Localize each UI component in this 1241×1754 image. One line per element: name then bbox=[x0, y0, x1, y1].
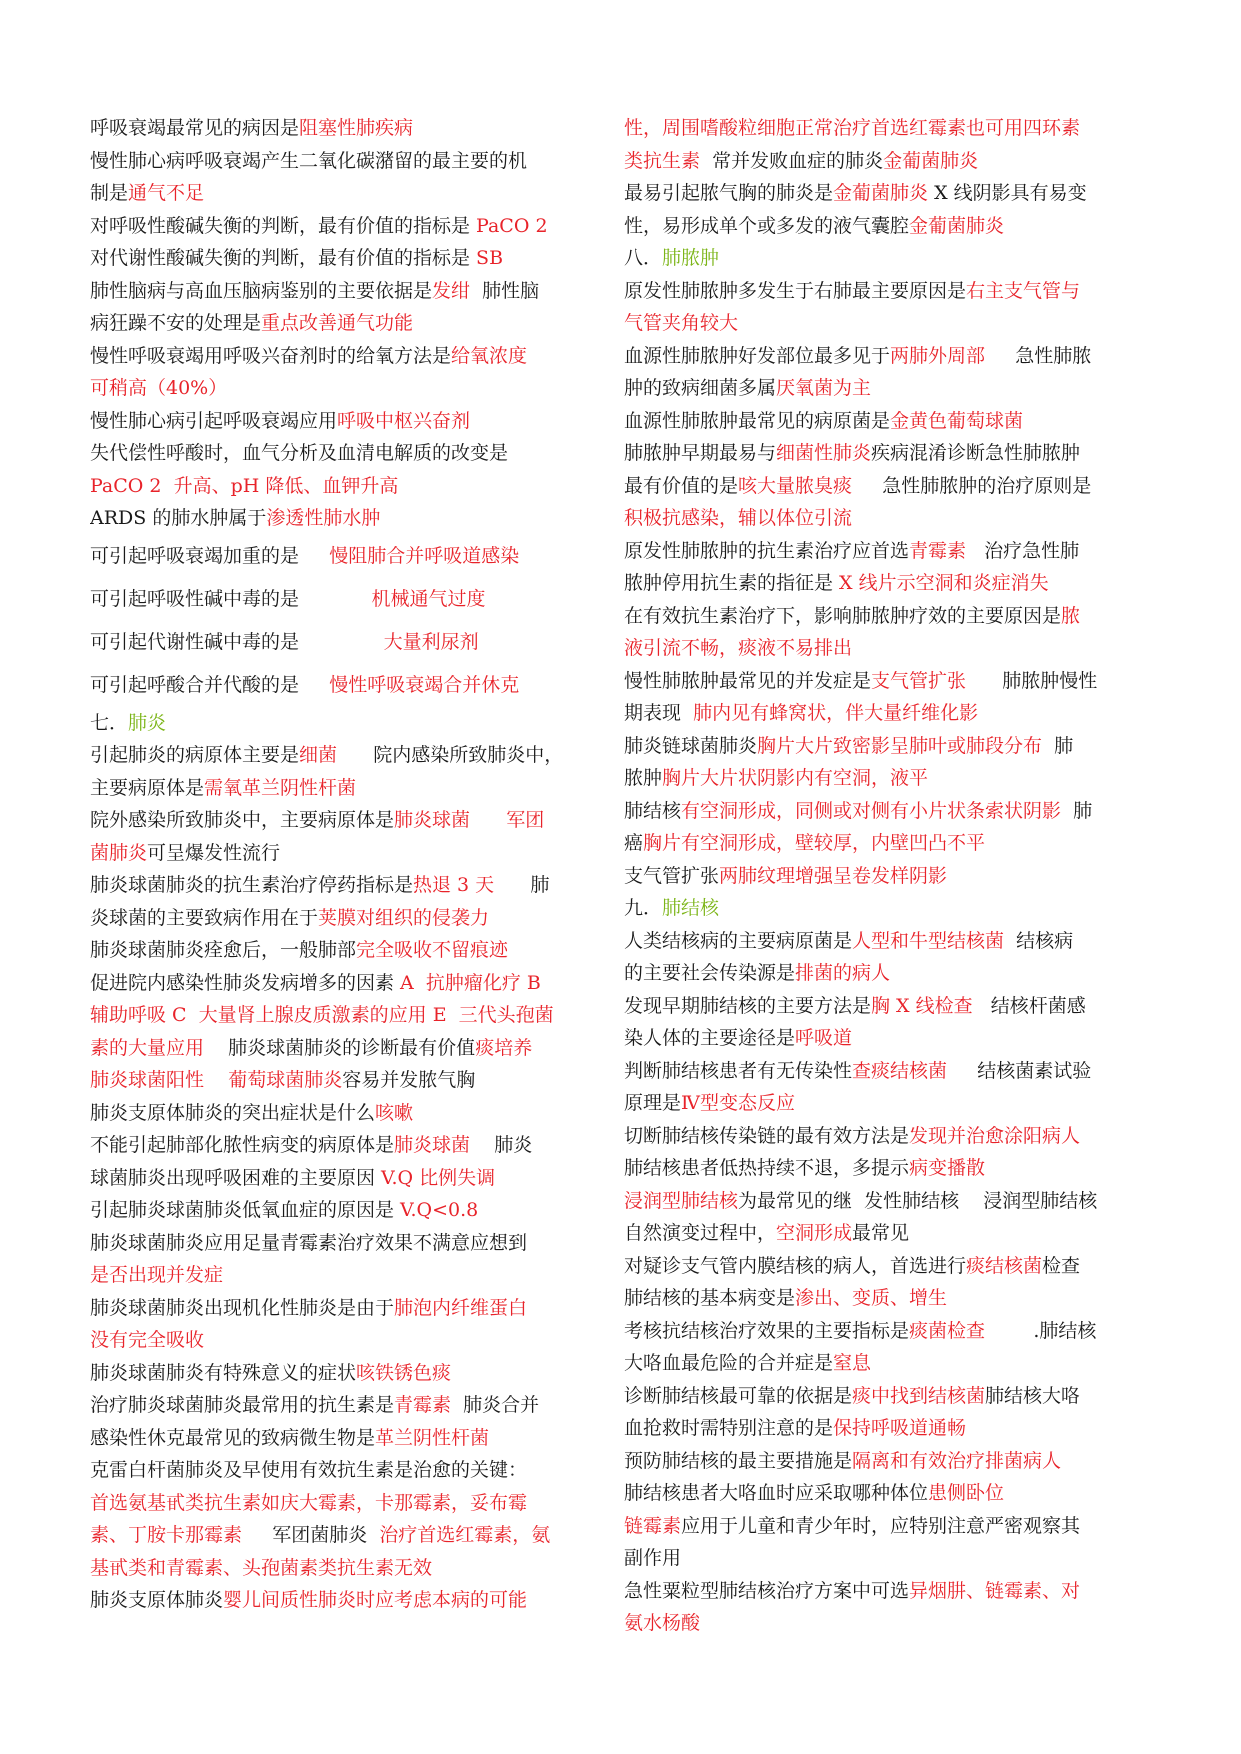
body-text: 肺结核 bbox=[624, 799, 682, 822]
text-line bbox=[90, 772, 610, 805]
highlight-text: 呼吸中枢兴奋剂 bbox=[337, 409, 471, 432]
text-line bbox=[624, 242, 1164, 275]
highlight-text: 浸润型肺结核 bbox=[624, 1189, 739, 1212]
highlight-text: 病变播散 bbox=[909, 1157, 986, 1179]
body-text: 感染性休克最常见的致病微生物是 bbox=[90, 1426, 376, 1449]
highlight-text: Ⅳ型变态反应 bbox=[681, 1092, 795, 1114]
highlight-text: 排菌的病人 bbox=[795, 962, 891, 984]
highlight-text: X 线片示空洞和炎症消失 bbox=[839, 572, 1049, 594]
left-column bbox=[90, 112, 610, 1617]
highlight-text: 渗透性肺水肿 bbox=[266, 507, 381, 529]
text-line bbox=[624, 307, 1164, 340]
highlight-text: 军团 bbox=[470, 809, 545, 831]
text-line bbox=[90, 664, 610, 707]
text-line bbox=[90, 145, 610, 178]
highlight-text: 脓 bbox=[1061, 604, 1081, 627]
body-text: 可引起呼吸衰竭加重的是 bbox=[90, 544, 330, 567]
body-text: 考核抗结核治疗效果的主要指标是 bbox=[624, 1319, 910, 1342]
text-line bbox=[624, 632, 1164, 665]
text-line bbox=[624, 1282, 1164, 1315]
text-line bbox=[90, 1097, 610, 1130]
text-line bbox=[90, 1194, 610, 1227]
highlight-text: 气管夹角较大 bbox=[624, 312, 739, 334]
text-line bbox=[90, 1389, 610, 1422]
highlight-text: 胸片大片状阴影内有空洞，液平 bbox=[662, 767, 929, 789]
text-line bbox=[90, 372, 610, 405]
text-line bbox=[90, 405, 610, 438]
highlight-text: 给氧浓度 bbox=[451, 344, 528, 367]
body-text: 病狂躁不安的处理是 bbox=[90, 312, 262, 334]
highlight-text: 细菌性肺炎 bbox=[776, 442, 872, 464]
text-line bbox=[90, 112, 610, 145]
highlight-text: 细菌 bbox=[299, 744, 338, 766]
text-line bbox=[90, 1324, 610, 1357]
text-line bbox=[624, 697, 1164, 730]
body-text: 肿的致病细菌多属 bbox=[624, 377, 777, 399]
body-text: 肺炎链球菌肺炎 bbox=[624, 734, 758, 757]
highlight-text: 胸 X 线检查 bbox=[871, 994, 973, 1017]
body-text: 肺炎球菌肺炎应用足量青霉素治疗效果不满意应想到 bbox=[90, 1231, 528, 1254]
text-line bbox=[624, 1152, 1164, 1185]
body-text: ARDS 的肺水肿属于 bbox=[90, 507, 267, 529]
body-text: 结核病 bbox=[1004, 929, 1074, 952]
text-line bbox=[624, 437, 1164, 470]
highlight-text: V.Q 比例失调 bbox=[381, 1166, 496, 1189]
text-line bbox=[90, 1487, 610, 1520]
text-line bbox=[90, 1357, 610, 1390]
body-text: 最常见 bbox=[852, 1222, 910, 1244]
highlight-text: 发绀 bbox=[432, 279, 471, 302]
text-line bbox=[624, 1607, 1164, 1640]
highlight-text: 性，周围嗜酸粒细胞正常治疗首选红霉素也可用四环素 bbox=[624, 117, 1081, 139]
text-line bbox=[90, 177, 610, 210]
text-line bbox=[90, 210, 610, 243]
body-text: 容易并发脓气胸 bbox=[342, 1069, 476, 1091]
body-text: 慢性肺心病引起呼吸衰竭应用 bbox=[90, 409, 338, 432]
body-text: 人类结核病的主要病原菌是 bbox=[624, 929, 853, 952]
highlight-text: 厌氧菌为主 bbox=[776, 377, 872, 399]
body-text: 慢性呼吸衰竭用呼吸兴奋剂时的给氧方法是 bbox=[90, 344, 452, 367]
text-line bbox=[90, 242, 610, 275]
body-text: 癌 bbox=[624, 832, 644, 854]
body-text: 对呼吸性酸碱失衡的判断，最有价值的指标是 bbox=[90, 214, 477, 237]
highlight-text: A 抗肿瘤化疗 B bbox=[400, 971, 541, 994]
body-text: 染人体的主要途径是 bbox=[624, 1027, 796, 1049]
highlight-text: 需氧革兰阴性杆菌 bbox=[204, 776, 357, 799]
highlight-text: 素的大量应用 bbox=[90, 1036, 205, 1059]
body-text: 肺脓肿慢性 bbox=[966, 669, 1098, 692]
body-text: 肺结核的基本病变是 bbox=[624, 1287, 796, 1309]
highlight-text: 金葡菌肺炎 bbox=[909, 214, 1005, 237]
highlight-text: 肺泡内纤维蛋白 bbox=[394, 1296, 528, 1319]
body-text: 肺结核大咯 bbox=[985, 1384, 1081, 1407]
highlight-text: PaCO 2 bbox=[476, 214, 548, 237]
highlight-text: 金葡菌肺炎 bbox=[833, 182, 929, 204]
highlight-text: 痰菌检查 bbox=[909, 1319, 986, 1342]
highlight-text: 可稍高（40%） bbox=[90, 377, 228, 399]
text-line bbox=[624, 1542, 1164, 1575]
text-line bbox=[624, 925, 1164, 958]
text-line bbox=[90, 1292, 610, 1325]
text-line bbox=[624, 1575, 1164, 1608]
body-text: 肺炎支原体肺炎的突出症状是什么 bbox=[90, 1101, 376, 1124]
text-line bbox=[90, 1162, 610, 1195]
highlight-text: 荚膜对组织的侵袭力 bbox=[318, 906, 490, 929]
body-text: 原理是 bbox=[624, 1092, 682, 1114]
highlight-text: 人型和牛型结核菌 bbox=[852, 929, 1005, 952]
highlight-text: 肺炎球菌 bbox=[394, 809, 471, 831]
highlight-text: 呼吸道 bbox=[795, 1027, 853, 1049]
body-text: 炎球菌的主要致病作用在于 bbox=[90, 906, 319, 929]
body-text: 性，易形成单个或多发的液气囊腔 bbox=[624, 214, 910, 237]
text-line bbox=[624, 470, 1164, 503]
body-text: 引起肺炎的病原体主要是 bbox=[90, 744, 300, 766]
body-text: 原发性肺脓肿的抗生素治疗应首选 bbox=[624, 539, 910, 562]
body-text: .肺结核 bbox=[985, 1319, 1097, 1342]
body-text: 血源性肺脓肿最常见的病原菌是 bbox=[624, 409, 891, 432]
body-text: 克雷白杆菌肺炎及早使用有效抗生素是治愈的关键： bbox=[90, 1459, 528, 1481]
highlight-text: 胸片有空洞形成，壁较厚，内壁凹凸不平 bbox=[643, 832, 986, 854]
text-line bbox=[624, 1510, 1164, 1543]
text-line bbox=[90, 1422, 610, 1455]
highlight-text: 金黄色葡萄球菌 bbox=[890, 409, 1024, 432]
text-line bbox=[624, 762, 1164, 795]
body-text: 最有价值的是 bbox=[624, 474, 739, 497]
highlight-text: 两肺纹理增强呈卷发样阴影 bbox=[719, 864, 948, 887]
text-line bbox=[624, 210, 1164, 243]
highlight-text: 胸片大片致密影呈肺叶或肺段分布 bbox=[757, 734, 1043, 757]
body-text: 急性肺脓 bbox=[985, 344, 1092, 367]
text-line bbox=[90, 578, 610, 621]
text-line bbox=[624, 1120, 1164, 1153]
highlight-text: 婴儿间质性肺炎时应考虑本病的可能 bbox=[223, 1589, 528, 1611]
body-text: 院外感染所致肺炎中，主要病原体是 bbox=[90, 809, 395, 831]
body-text: 副作用 bbox=[624, 1547, 682, 1569]
highlight-text: 革兰阴性杆菌 bbox=[375, 1426, 490, 1449]
body-text: 对代谢性酸碱失衡的判断，最有价值的指标是 bbox=[90, 247, 477, 269]
body-text: 检查 bbox=[1042, 1254, 1081, 1277]
highlight-text: 空洞形成 bbox=[776, 1222, 853, 1244]
highlight-text: 青霉素 bbox=[909, 539, 967, 562]
body-text bbox=[204, 1069, 228, 1091]
text-line bbox=[624, 600, 1164, 633]
body-text: 自然演变过程中， bbox=[624, 1222, 777, 1244]
text-line bbox=[90, 1454, 610, 1487]
text-line bbox=[90, 1519, 610, 1552]
body-text: 肺 bbox=[1061, 799, 1093, 822]
text-line bbox=[624, 957, 1164, 990]
body-text: 可引起呼吸性碱中毒的是 bbox=[90, 587, 372, 610]
text-line bbox=[624, 1022, 1164, 1055]
text-line bbox=[624, 535, 1164, 568]
text-line bbox=[90, 1129, 610, 1162]
body-text: 常并发败血症的肺炎 bbox=[700, 149, 884, 172]
highlight-text: 大量利尿剂 bbox=[383, 630, 479, 653]
text-line bbox=[624, 112, 1164, 145]
body-text: 期表现 bbox=[624, 702, 694, 724]
body-text: 诊断肺结核最可靠的依据是 bbox=[624, 1384, 853, 1407]
body-text: 慢性肺脓肿最常见的并发症是 bbox=[624, 669, 872, 692]
highlight-text: 保持呼吸道通畅 bbox=[833, 1417, 967, 1439]
text-line bbox=[90, 804, 610, 837]
body-text: 肺炎球菌肺炎出现机化性肺炎是由于 bbox=[90, 1296, 395, 1319]
body-text: 肺炎球菌肺炎的抗生素治疗停药指标是 bbox=[90, 874, 414, 896]
text-line bbox=[624, 1315, 1164, 1348]
body-text: 治疗急性肺 bbox=[966, 539, 1080, 562]
text-line bbox=[90, 967, 610, 1000]
body-text: 肺炎支原体肺炎 bbox=[90, 1589, 224, 1611]
highlight-text: 咳铁锈色痰 bbox=[356, 1361, 452, 1384]
text-line bbox=[624, 1087, 1164, 1120]
body-text: 肺结核患者大咯血时应采取哪种体位 bbox=[624, 1482, 929, 1504]
body-text: 促进院内感染性肺炎发病增多的因素 bbox=[90, 971, 401, 994]
body-text: 慢性肺心病呼吸衰竭产生二氧化碳潴留的最主要的机 bbox=[90, 149, 528, 172]
highlight-text: 咳大量脓臭痰 bbox=[738, 474, 853, 497]
text-line bbox=[624, 502, 1164, 535]
highlight-text: 类抗生素 bbox=[624, 149, 701, 172]
highlight-text: 患侧卧位 bbox=[928, 1482, 1005, 1504]
highlight-text: 窒息 bbox=[833, 1352, 872, 1374]
highlight-text: 异烟肼、链霉素、对 bbox=[909, 1579, 1081, 1602]
body-text: 不能引起肺部化脓性病变的病原体是 bbox=[90, 1134, 395, 1156]
body-text: 七． bbox=[90, 711, 129, 734]
text-line bbox=[624, 795, 1164, 828]
highlight-text: 葡萄球菌肺炎 bbox=[228, 1069, 343, 1091]
highlight-text: 重点改善通气功能 bbox=[261, 312, 414, 334]
body-text: 引起肺炎球菌肺炎低氧血症的原因是 bbox=[90, 1199, 401, 1221]
body-text: 疾病混淆诊断急性肺脓肿 bbox=[871, 442, 1081, 464]
highlight-text: 辅助呼吸 C 大量肾上腺皮质激素的应用 E 三代头孢菌 bbox=[90, 1004, 554, 1026]
highlight-text: 青霉素 bbox=[394, 1394, 452, 1416]
body-text: 军团菌肺炎 bbox=[242, 1524, 380, 1546]
highlight-text: 慢性呼吸衰竭合并休克 bbox=[329, 673, 520, 696]
body-text: 球菌肺炎出现呼吸困难的主要原因 bbox=[90, 1166, 382, 1189]
body-text: 预防肺结核的最主要措施是 bbox=[624, 1449, 853, 1472]
text-line bbox=[624, 405, 1164, 438]
highlight-text: 有空洞形成，同侧或对侧有小片状条索状阴影 bbox=[681, 799, 1062, 822]
body-text: 可呈爆发性流行 bbox=[147, 841, 281, 864]
body-text: 发现早期肺结核的主要方法是 bbox=[624, 994, 872, 1017]
body-text: 结核杆菌感 bbox=[972, 994, 1086, 1017]
body-text: 血源性肺脓肿好发部位最多见于 bbox=[624, 344, 891, 367]
body-text: 在有效抗生素治疗下，影响肺脓肿疗效的主要原因是 bbox=[624, 604, 1062, 627]
body-text: 为最常见的继 发性肺结核 浸润型肺结核 bbox=[738, 1189, 1098, 1212]
highlight-text: 咳嗽 bbox=[375, 1101, 414, 1124]
highlight-text: 菌肺炎 bbox=[90, 841, 148, 864]
text-line bbox=[624, 730, 1164, 763]
text-line bbox=[624, 1445, 1164, 1478]
highlight-text: 痰培养 bbox=[475, 1036, 533, 1059]
body-text: 原发性肺脓肿多发生于右肺最主要原因是 bbox=[624, 279, 967, 302]
section-heading: 肺炎 bbox=[128, 711, 167, 734]
body-text: 切断肺结核传染链的最有效方法是 bbox=[624, 1124, 910, 1147]
section-heading: 肺脓肿 bbox=[662, 247, 720, 269]
text-line bbox=[90, 837, 610, 870]
text-line bbox=[90, 275, 610, 308]
text-line bbox=[90, 707, 610, 740]
text-line bbox=[624, 892, 1164, 925]
highlight-text: 基甙类和青霉素、头孢菌素类抗生素无效 bbox=[90, 1556, 433, 1579]
text-line bbox=[624, 1380, 1164, 1413]
text-line bbox=[624, 1250, 1164, 1283]
text-line bbox=[90, 621, 610, 664]
highlight-text: 痰结核菌 bbox=[966, 1254, 1043, 1277]
highlight-text: 没有完全吸收 bbox=[90, 1329, 205, 1351]
body-text: 判断肺结核患者有无传染性 bbox=[624, 1059, 853, 1082]
highlight-text: 完全吸收不留痕迹 bbox=[356, 939, 509, 961]
body-text: 肺性脑 bbox=[470, 279, 540, 302]
body-text: 对疑诊支气管内膜结核的病人，首选进行 bbox=[624, 1254, 967, 1277]
text-line bbox=[624, 665, 1164, 698]
text-line bbox=[90, 869, 610, 902]
body-text: 肺炎合并 bbox=[451, 1394, 540, 1416]
highlight-text: 机械通气过度 bbox=[371, 587, 486, 610]
body-text: 可引起代谢性碱中毒的是 bbox=[90, 630, 384, 653]
body-text: 肺炎球菌肺炎有特殊意义的症状 bbox=[90, 1361, 357, 1384]
text-line bbox=[624, 340, 1164, 373]
body-text: 肺 bbox=[1042, 734, 1074, 757]
text-line bbox=[624, 827, 1164, 860]
body-text: 失代偿性呼酸时，血气分析及血清电解质的改变是 bbox=[90, 442, 509, 464]
text-line bbox=[624, 990, 1164, 1023]
body-text: 九． bbox=[624, 897, 663, 919]
body-text: 院内感染所致肺炎中， bbox=[337, 744, 564, 766]
text-line bbox=[90, 535, 610, 578]
highlight-text: 隔离和有效治疗排菌病人 bbox=[852, 1449, 1062, 1472]
body-text: 可引起呼酸合并代酸的是 bbox=[90, 673, 330, 696]
text-line bbox=[90, 934, 610, 967]
body-text: 应用于儿童和青少年时，应特别注意严密观察其 bbox=[681, 1514, 1081, 1537]
text-line bbox=[90, 1259, 610, 1292]
highlight-text: 积极抗感染，辅以体位引流 bbox=[624, 507, 853, 529]
right-column bbox=[624, 112, 1164, 1640]
highlight-text: 热退 3 天 bbox=[413, 874, 495, 896]
text-line bbox=[90, 1584, 610, 1617]
text-line bbox=[624, 567, 1164, 600]
text-line bbox=[624, 1055, 1164, 1088]
highlight-text: 首选氨基甙类抗生素如庆大霉素，卡那霉素，妥布霉 bbox=[90, 1491, 528, 1514]
highlight-text: 是否出现并发症 bbox=[90, 1264, 224, 1286]
text-line bbox=[624, 1412, 1164, 1445]
highlight-text: 渗出、变质、增生 bbox=[795, 1287, 948, 1309]
text-line bbox=[624, 1217, 1164, 1250]
highlight-text: 液引流不畅，痰液不易排出 bbox=[624, 637, 853, 659]
text-line bbox=[624, 145, 1164, 178]
body-text: 最易引起脓气胸的肺炎是 bbox=[624, 182, 834, 204]
highlight-text: 查痰结核菌 bbox=[852, 1059, 948, 1082]
text-line bbox=[90, 739, 610, 772]
body-text: 脓肿 bbox=[624, 767, 663, 789]
body-text: 脓肿停用抗生素的指征是 bbox=[624, 572, 840, 594]
highlight-text: 发现并治愈涂阳病人 bbox=[909, 1124, 1081, 1147]
body-text: 主要病原体是 bbox=[90, 776, 205, 799]
body-text: 制是 bbox=[90, 182, 129, 204]
text-line bbox=[90, 307, 610, 340]
highlight-text: 氨水杨酸 bbox=[624, 1612, 701, 1634]
body-text: 肺性脑病与高血压脑病鉴别的主要依据是 bbox=[90, 279, 433, 302]
text-line bbox=[90, 1032, 610, 1065]
highlight-text: 慢阻肺合并呼吸道感染 bbox=[329, 544, 520, 567]
body-text: 肺脓肿早期最易与 bbox=[624, 442, 777, 464]
highlight-text: 素、丁胺卡那霉素 bbox=[90, 1524, 243, 1546]
highlight-text: SB bbox=[476, 247, 504, 269]
body-text: 治疗肺炎球菌肺炎最常用的抗生素是 bbox=[90, 1394, 395, 1416]
highlight-text: 痰中找到结核菌 bbox=[852, 1384, 986, 1407]
body-text: 大咯血最危险的合并症是 bbox=[624, 1352, 834, 1374]
text-line bbox=[90, 437, 610, 470]
text-line bbox=[90, 999, 610, 1032]
body-text: 支气管扩张 bbox=[624, 864, 720, 887]
highlight-text: 通气不足 bbox=[128, 182, 205, 204]
highlight-text: 右主支气管与 bbox=[966, 279, 1081, 302]
text-line bbox=[624, 1477, 1164, 1510]
body-text: 急性粟粒型肺结核治疗方案中可选 bbox=[624, 1579, 910, 1602]
section-heading: 肺结核 bbox=[662, 897, 720, 919]
body-text: 肺炎球菌肺炎的诊断最有价值 bbox=[204, 1036, 476, 1059]
body-text: 结核菌素试验 bbox=[947, 1059, 1092, 1082]
highlight-text: 肺内见有蜂窝状，伴大量纤维化影 bbox=[693, 702, 979, 724]
text-line bbox=[90, 1064, 610, 1097]
highlight-text: 肺炎球菌 bbox=[394, 1134, 471, 1156]
body-text: 的主要社会传染源是 bbox=[624, 962, 796, 984]
text-line bbox=[624, 372, 1164, 405]
body-text: X 线阴影具有易变 bbox=[928, 182, 1087, 204]
text-line bbox=[90, 1227, 610, 1260]
body-text: 血抢救时需特别注意的是 bbox=[624, 1417, 834, 1439]
text-line bbox=[90, 902, 610, 935]
highlight-text: 链霉素 bbox=[624, 1514, 682, 1537]
highlight-text: 金葡菌肺炎 bbox=[883, 149, 979, 172]
body-text: 肺结核患者低热持续不退，多提示 bbox=[624, 1157, 910, 1179]
text-line bbox=[90, 470, 610, 503]
body-text: 呼吸衰竭最常见的病因是 bbox=[90, 117, 300, 139]
highlight-text: V.Q<0.8 bbox=[400, 1199, 479, 1221]
text-line bbox=[624, 275, 1164, 308]
highlight-text: 支气管扩张 bbox=[871, 669, 967, 692]
body-text: 肺 bbox=[494, 874, 550, 896]
text-line bbox=[90, 1552, 610, 1585]
text-line bbox=[624, 1185, 1164, 1218]
body-text: 肺炎球菌肺炎痊愈后，一般肺部 bbox=[90, 939, 357, 961]
highlight-text: 治疗首选红霉素，氨 bbox=[379, 1524, 551, 1546]
highlight-text: PaCO 2 升高、pH 降低、血钾升高 bbox=[90, 474, 399, 497]
body-text: 八． bbox=[624, 247, 663, 269]
highlight-text: 阻塞性肺疾病 bbox=[299, 117, 414, 139]
text-line bbox=[624, 860, 1164, 893]
text-line bbox=[624, 1347, 1164, 1380]
text-line bbox=[90, 502, 610, 535]
body-text: 肺炎 bbox=[470, 1134, 533, 1156]
text-line bbox=[624, 177, 1164, 210]
highlight-text: 两肺外周部 bbox=[890, 344, 986, 367]
body-text: 急性肺脓肿的治疗原则是 bbox=[852, 474, 1092, 497]
text-line bbox=[90, 340, 610, 373]
highlight-text: 肺炎球菌阳性 bbox=[90, 1069, 205, 1091]
